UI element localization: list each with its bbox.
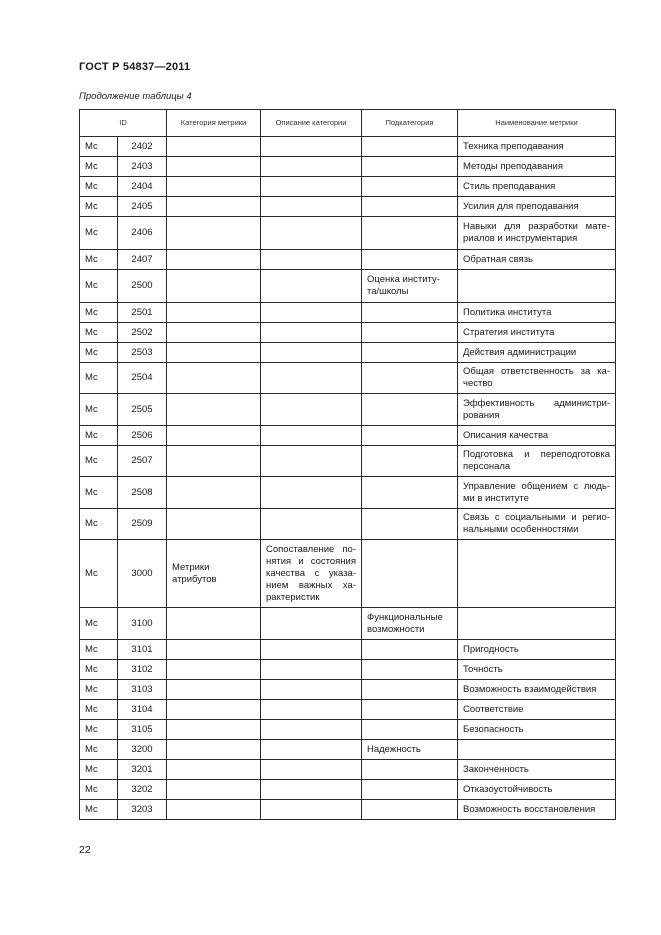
cell-id: 2500: [118, 270, 167, 303]
cell-prefix: Мс: [80, 640, 118, 660]
cell-metric-name: Возможность восстановления: [458, 800, 616, 820]
cell-id: 2404: [118, 177, 167, 197]
cell-category: [167, 217, 261, 250]
cell-prefix: Мс: [80, 157, 118, 177]
cell-category: [167, 680, 261, 700]
cell-id: 2403: [118, 157, 167, 177]
page-number: 22: [79, 844, 91, 856]
cell-subcategory: [362, 660, 458, 680]
cell-prefix: Мс: [80, 780, 118, 800]
cell-prefix: Мс: [80, 608, 118, 640]
cell-subcategory: Функциональные возможности: [362, 608, 458, 640]
table-body: [80, 137, 616, 820]
cell-category: [167, 426, 261, 446]
cell-subcategory: [362, 177, 458, 197]
cell-id: 3104: [118, 700, 167, 720]
cell-description: [261, 720, 362, 740]
cell-category: [167, 394, 261, 426]
cell-description: [261, 343, 362, 363]
cell-prefix: Мс: [80, 217, 118, 250]
cell-id: 2405: [118, 197, 167, 217]
cell-subcategory: [362, 800, 458, 820]
cell-metric-name: Описания качества: [458, 426, 616, 446]
cell-metric-name: Возможность взаимодействия: [458, 680, 616, 700]
cell-prefix: Мс: [80, 426, 118, 446]
cell-subcategory: [362, 157, 458, 177]
cell-description: [261, 270, 362, 303]
cell-subcategory: [362, 640, 458, 660]
cell-category: [167, 477, 261, 509]
cell-description: [261, 177, 362, 197]
cell-subcategory: Оценка институ-та/школы: [362, 270, 458, 303]
cell-id: 3201: [118, 760, 167, 780]
cell-prefix: Мс: [80, 720, 118, 740]
table-row: [80, 217, 616, 250]
cell-metric-name: Навыки для разработки мате-риалов и инструментария: [458, 217, 616, 250]
cell-description: [261, 800, 362, 820]
cell-subcategory: [362, 446, 458, 477]
cell-prefix: Мс: [80, 660, 118, 680]
cell-subcategory: [362, 509, 458, 540]
table-row: [80, 137, 616, 157]
table-row: [80, 540, 616, 608]
cell-description: [261, 363, 362, 394]
cell-id: 3105: [118, 720, 167, 740]
cell-subcategory: [362, 363, 458, 394]
cell-metric-name: Общая ответственность за ка-чество: [458, 363, 616, 394]
cell-description: [261, 660, 362, 680]
table-header-row: [80, 110, 616, 137]
cell-category: [167, 343, 261, 363]
table-row: [80, 740, 616, 760]
cell-metric-name: Связь с социальными и регио-нальными особенностями: [458, 509, 616, 540]
cell-prefix: Мс: [80, 343, 118, 363]
cell-description: Сопоставление по-нятия и состояния качества с указа-нием важных ха-рактеристик: [261, 540, 362, 608]
table-row: [80, 157, 616, 177]
table-row: [80, 477, 616, 509]
cell-subcategory: [362, 760, 458, 780]
cell-metric-name: Политика института: [458, 303, 616, 323]
cell-id: 2406: [118, 217, 167, 250]
cell-metric-name: Законченность: [458, 760, 616, 780]
cell-subcategory: [362, 217, 458, 250]
cell-subcategory: Надежность: [362, 740, 458, 760]
column-header-metric-name: Наименование метрики: [458, 110, 616, 137]
table-row: [80, 343, 616, 363]
cell-metric-name: Стиль преподавания: [458, 177, 616, 197]
cell-category: [167, 250, 261, 270]
cell-prefix: Мс: [80, 177, 118, 197]
cell-metric-name: Обратная связь: [458, 250, 616, 270]
table-row: [80, 303, 616, 323]
cell-id: 2505: [118, 394, 167, 426]
table-row: [80, 323, 616, 343]
cell-prefix: Мс: [80, 509, 118, 540]
table-row: [80, 780, 616, 800]
cell-id: 3103: [118, 680, 167, 700]
cell-metric-name: Стратегия института: [458, 323, 616, 343]
cell-prefix: Мс: [80, 270, 118, 303]
cell-subcategory: [362, 250, 458, 270]
cell-metric-name: Соответствие: [458, 700, 616, 720]
cell-description: [261, 640, 362, 660]
cell-prefix: Мс: [80, 137, 118, 157]
cell-category: [167, 446, 261, 477]
cell-category: [167, 363, 261, 394]
cell-category: [167, 270, 261, 303]
cell-subcategory: [362, 303, 458, 323]
cell-subcategory: [362, 720, 458, 740]
cell-subcategory: [362, 323, 458, 343]
table-row: [80, 680, 616, 700]
cell-id: 2509: [118, 509, 167, 540]
cell-description: [261, 608, 362, 640]
cell-id: 2508: [118, 477, 167, 509]
cell-prefix: Мс: [80, 197, 118, 217]
cell-subcategory: [362, 780, 458, 800]
table-caption: Продолжение таблицы 4: [79, 91, 192, 102]
cell-prefix: Мс: [80, 303, 118, 323]
cell-subcategory: [362, 700, 458, 720]
cell-id: 2504: [118, 363, 167, 394]
table-row: [80, 660, 616, 680]
cell-description: [261, 700, 362, 720]
cell-metric-name: [458, 740, 616, 760]
cell-metric-name: Точность: [458, 660, 616, 680]
cell-id: 2503: [118, 343, 167, 363]
cell-metric-name: Безопасность: [458, 720, 616, 740]
cell-metric-name: [458, 540, 616, 608]
cell-metric-name: [458, 608, 616, 640]
cell-subcategory: [362, 394, 458, 426]
cell-description: [261, 446, 362, 477]
cell-prefix: Мс: [80, 363, 118, 394]
cell-subcategory: [362, 343, 458, 363]
table-row: [80, 363, 616, 394]
cell-category: [167, 137, 261, 157]
table-row: [80, 720, 616, 740]
cell-prefix: Мс: [80, 323, 118, 343]
cell-category: [167, 157, 261, 177]
cell-category: [167, 177, 261, 197]
cell-description: [261, 157, 362, 177]
cell-category: [167, 700, 261, 720]
cell-category: [167, 720, 261, 740]
column-header-subcategory: Подкатегория: [362, 110, 458, 137]
cell-metric-name: Подготовка и переподготовка персонала: [458, 446, 616, 477]
cell-metric-name: Отказоустойчивость: [458, 780, 616, 800]
cell-category: [167, 608, 261, 640]
table-row: [80, 760, 616, 780]
cell-description: [261, 323, 362, 343]
cell-prefix: Мс: [80, 800, 118, 820]
table-row: [80, 177, 616, 197]
cell-subcategory: [362, 680, 458, 700]
cell-id: 3100: [118, 608, 167, 640]
cell-prefix: Мс: [80, 540, 118, 608]
column-header-description: Описание категории: [261, 110, 362, 137]
cell-metric-name: Эффективность администри-рования: [458, 394, 616, 426]
cell-metric-name: Усилия для преподавания: [458, 197, 616, 217]
cell-category: [167, 197, 261, 217]
column-header-id: ID: [80, 110, 167, 137]
cell-category: [167, 303, 261, 323]
table-row: [80, 640, 616, 660]
cell-category: [167, 760, 261, 780]
table-row: [80, 250, 616, 270]
cell-description: [261, 426, 362, 446]
cell-prefix: Мс: [80, 700, 118, 720]
cell-prefix: Мс: [80, 446, 118, 477]
cell-id: 3102: [118, 660, 167, 680]
cell-id: 2506: [118, 426, 167, 446]
table-row: [80, 197, 616, 217]
cell-id: 2502: [118, 323, 167, 343]
cell-prefix: Мс: [80, 477, 118, 509]
cell-id: 3000: [118, 540, 167, 608]
cell-subcategory: [362, 426, 458, 446]
table-row: [80, 509, 616, 540]
cell-description: [261, 250, 362, 270]
cell-metric-name: Действия администрации: [458, 343, 616, 363]
cell-id: 2407: [118, 250, 167, 270]
cell-description: [261, 680, 362, 700]
cell-subcategory: [362, 540, 458, 608]
table-row: [80, 700, 616, 720]
cell-category: [167, 323, 261, 343]
cell-description: [261, 780, 362, 800]
cell-category: [167, 640, 261, 660]
cell-category: [167, 800, 261, 820]
cell-id: 2501: [118, 303, 167, 323]
cell-description: [261, 760, 362, 780]
table-row: [80, 426, 616, 446]
metrics-table: [79, 109, 616, 820]
cell-description: [261, 197, 362, 217]
cell-prefix: Мс: [80, 394, 118, 426]
table-row: [80, 608, 616, 640]
cell-metric-name: Техника преподавания: [458, 137, 616, 157]
cell-subcategory: [362, 137, 458, 157]
cell-metric-name: Управление общением с людь-ми в институте: [458, 477, 616, 509]
cell-subcategory: [362, 477, 458, 509]
cell-category: [167, 660, 261, 680]
cell-description: [261, 137, 362, 157]
cell-id: 2402: [118, 137, 167, 157]
cell-metric-name: Пригодность: [458, 640, 616, 660]
cell-subcategory: [362, 197, 458, 217]
cell-category: Метрики атрибутов: [167, 540, 261, 608]
cell-id: 3200: [118, 740, 167, 760]
cell-metric-name: Методы преподавания: [458, 157, 616, 177]
cell-category: [167, 740, 261, 760]
cell-prefix: Мс: [80, 680, 118, 700]
table-row: [80, 446, 616, 477]
cell-description: [261, 217, 362, 250]
cell-id: 3203: [118, 800, 167, 820]
column-header-category: Категория метрики: [167, 110, 261, 137]
table-row: [80, 394, 616, 426]
table-row: [80, 270, 616, 303]
cell-prefix: Мс: [80, 740, 118, 760]
cell-description: [261, 509, 362, 540]
cell-id: 2507: [118, 446, 167, 477]
cell-category: [167, 509, 261, 540]
cell-description: [261, 477, 362, 509]
table-row: [80, 800, 616, 820]
cell-description: [261, 740, 362, 760]
cell-description: [261, 394, 362, 426]
document-standard-title: ГОСТ Р 54837—2011: [79, 61, 191, 73]
cell-metric-name: [458, 270, 616, 303]
cell-category: [167, 780, 261, 800]
cell-id: 3101: [118, 640, 167, 660]
cell-description: [261, 303, 362, 323]
cell-prefix: Мс: [80, 760, 118, 780]
cell-id: 3202: [118, 780, 167, 800]
cell-prefix: Мс: [80, 250, 118, 270]
